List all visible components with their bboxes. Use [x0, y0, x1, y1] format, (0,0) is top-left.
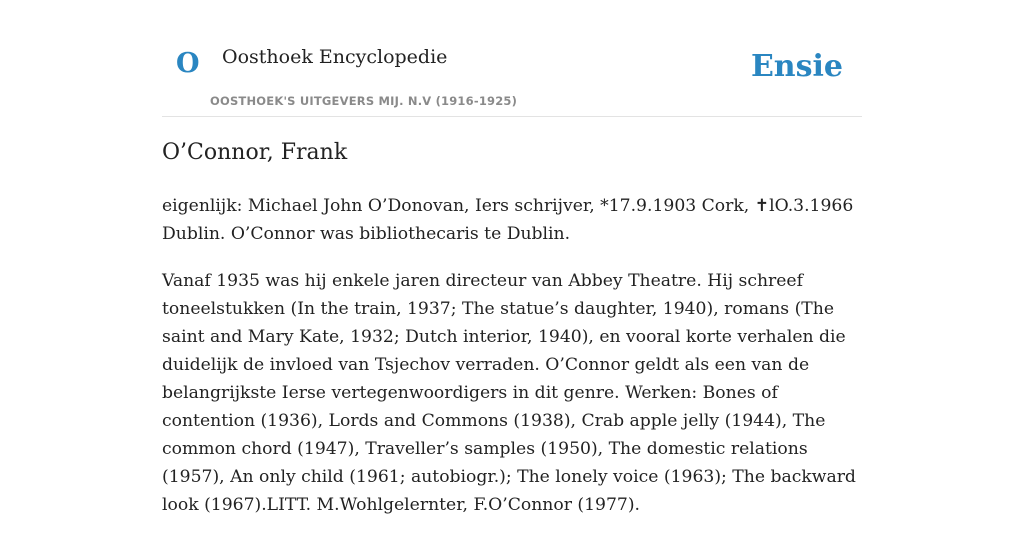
article-paragraph-1: eigenlijk: Michael John O’Donovan, Iers schrijver, *17.9.1903 Cork, ✝lO.3.1966 Dublin. O’Connor was bibliothecaris te Dublin.	[162, 196, 854, 244]
article-body	[162, 192, 862, 538]
page	[162, 0, 862, 515]
book-title[interactable]: Oosthoek Encyclopedie	[222, 46, 448, 68]
book-logo-letter[interactable]: O	[176, 48, 200, 79]
header	[162, 0, 862, 117]
ensie-logo-link[interactable]: Ensie	[750, 49, 843, 84]
article-paragraph-2: Vanaf 1935 was hij enkele jaren directeur van Abbey Theatre. Hij schreef toneelstukken (In the train, 1937; The statue’s daughter, 1940), romans (The saint and Mary Kate, 1932; Dutch interior, 1940), en vooral korte verhalen die duidelijk de invloed van Tsjechov verraden. O’Connor geldt als een van de belangrijkste Ierse vertegenwoordigers in dit genre. Werken: Bones of contention (1936), Lords and Commons (1938), Crab apple jelly (1944), The common chord (1947), Traveller’s samples (1950), The domestic relations (1957), An only child (1961; autobiogr.); The lonely voice (1963); The backward look (1967).LITT. M.Wohlgelernter, F.O’Connor (1977).	[162, 271, 856, 515]
article-title: O’Connor, Frank	[162, 140, 348, 165]
publisher-line: OOSTHOEK'S UITGEVERS MIJ. N.V (1916-1925)	[210, 94, 518, 108]
